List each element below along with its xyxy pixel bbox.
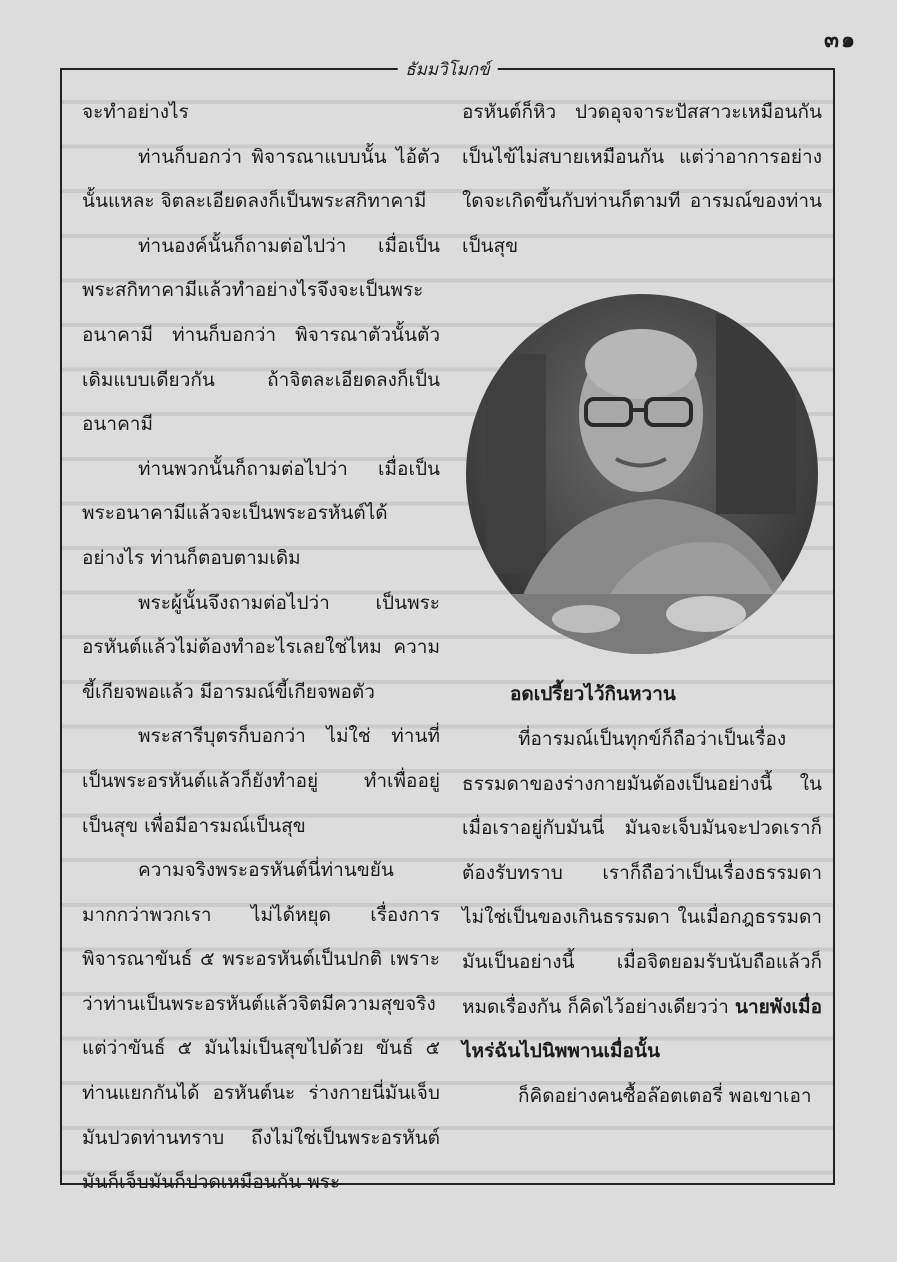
paragraph: ความจริงพระอรหันต์นี่ท่านขยันมากกว่าพวกเรา ไม่ได้หยุด เรื่องการพิจารณาขันธ์ ๕ พระอรหันต์เป็นปกติ เพราะว่าท่านเป็นพระอรหันต์แล้วจิตมีความสุขจริง แต่ว่าขันธ์ ๕ มันไม่เป็นสุขไปด้วย ขันธ์ ๕ ท่านแยกกันได้ อรหันต์นะ ร่างกายนี่มันเจ็บมันปวดท่านทราบ ถึงไม่ใช่เป็นพระอรหันต์มันก็เจ็บมันก็ปวดเหมือนกัน พระ	[82, 859, 440, 1194]
monk-photo-illustration	[466, 294, 818, 654]
left-column	[82, 90, 440, 1205]
running-header: ธัมมวิโมกข์	[397, 56, 498, 83]
section-heading: อดเปรี้ยวไว้กินหวาน	[510, 683, 676, 706]
paragraph: จะทำอย่างไร	[82, 101, 189, 123]
page-frame	[60, 60, 835, 1194]
paragraph	[462, 717, 822, 1074]
paragraph: พระผู้นั้นจึงถามต่อไปว่า เป็นพระอรหันต์แล้วไม่ต้องทำอะไรเลยใช่ไหม ความขี้เกียจพอแล้ว มีอารมณ์ขี้เกียจพอตัว	[82, 591, 440, 703]
paragraph-text: ที่อารมณ์เป็นทุกข์ก็ถือว่าเป็นเรื่องธรรมดาของร่างกายมันต้องเป็นอย่างนี้ ในเมื่อเราอยู่กับมันนี่ มันจะเจ็บมันจะปวดเราก็ต้องรับทราบ เราก็ถือว่าเป็นเรื่องธรรมดาไม่ใช่เป็นของเกินธรรมดา ในเมื่อกฎธรรมดามันเป็นอย่างนี้ เมื่อจิตยอมรับนับถือแล้วก็หมดเรื่องกัน ก็คิดไว้อย่างเดียวว่า	[462, 727, 822, 1018]
paragraph: ท่านก็บอกว่า พิจารณาแบบนั้น ไอ้ตัวนั้นแหละ จิตละเอียดลงก็เป็นพระสกิทาคามี	[82, 145, 440, 213]
right-column	[462, 90, 822, 1118]
bold-phrase: นายพังเมื่อไหร่ฉันไปนิพพานเมื่อนั้น	[462, 995, 822, 1063]
paragraph: ก็คิดอย่างคนซื้อล๊อตเตอรี่ พอเขาเอา	[518, 1084, 812, 1107]
paragraph: พระสารีบุตรก็บอกว่า ไม่ใช่ ท่านที่เป็นพระอรหันต์แล้วก็ยังทำอยู่ ทำเพื่ออยู่เป็นสุข เพื่อมีอารมณ์เป็นสุข	[82, 725, 440, 837]
paragraph: ท่านองค์นั้นก็ถามต่อไปว่า เมื่อเป็นพระสกิทาคามีแล้วทำอย่างไรจึงจะเป็นพระอนาคามี ท่านก็บอกว่า พิจารณาตัวนั้นตัวเดิมแบบเดียวกัน ถ้าจิตละเอียดลงก็เป็นอนาคามี	[82, 234, 440, 436]
paragraph: อรหันต์ก็หิว ปวดอุจจาระปัสสาวะเหมือนกัน เป็นไข้ไม่สบายเหมือนกัน แต่ว่าอาการอย่างใดจะเกิดขึ้นกับท่านก็ตามที อารมณ์ของท่านเป็นสุข	[462, 101, 822, 257]
portrait-photo	[466, 294, 818, 654]
paragraph: ท่านพวกนั้นก็ถามต่อไปว่า เมื่อเป็นพระอนาคามีแล้วจะเป็นพระอรหันต์ได้อย่างไร ท่านก็ตอบตามเดิม	[82, 457, 440, 569]
page-number: ๓๑	[823, 27, 857, 53]
